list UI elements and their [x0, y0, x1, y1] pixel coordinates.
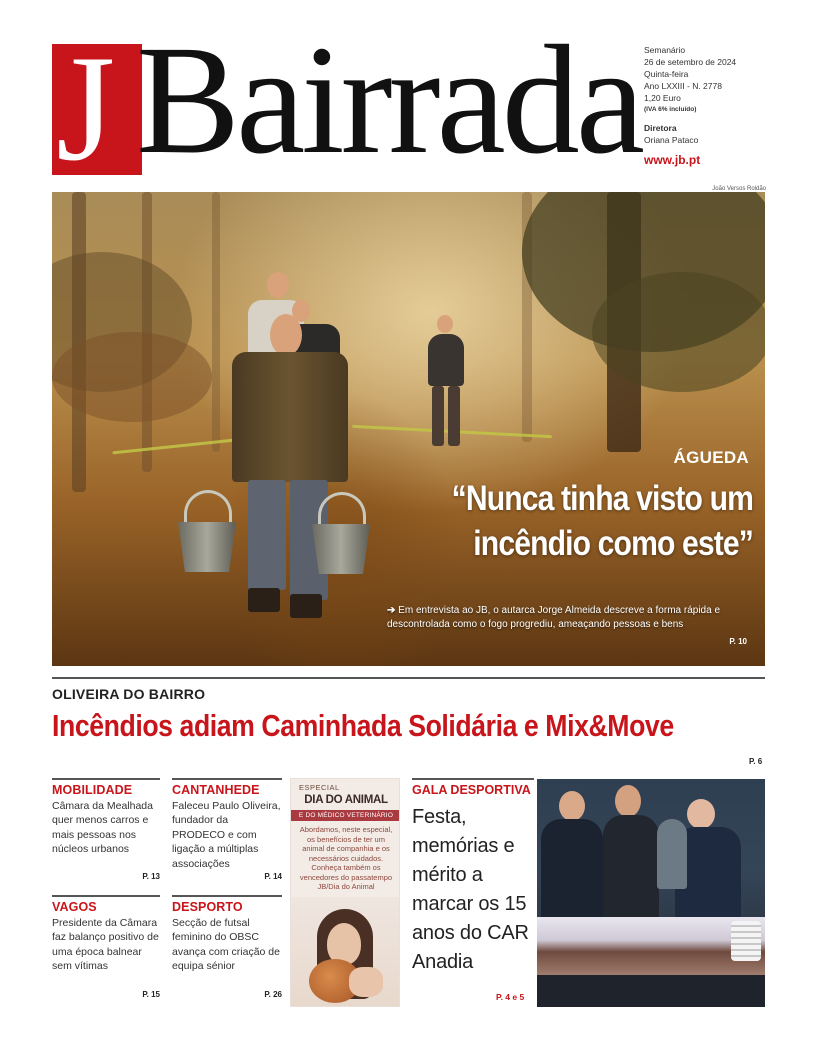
bucket-left-handle: [184, 490, 232, 524]
special-text: Abordamos, neste especial, os benefícios de ter um animal de companhia e os necessários cuidados. Conheça também os vencedores do passatempo JB/Dia do Animal: [299, 825, 393, 891]
issue-weekday: Quinta-feira: [644, 69, 689, 79]
brief-text: Presidente da Câmara faz balanço positivo de uma época balnear sem vítimas: [52, 916, 159, 972]
story2-headline[interactable]: Incêndios adiam Caminhada Solidária e Mix&Move: [52, 708, 674, 743]
special-band: E DO MÉDICO VETERINÁRIO: [291, 810, 400, 821]
special-pre: ESPECIAL: [299, 783, 340, 792]
section-divider: [52, 677, 765, 679]
bucket-left: [178, 522, 236, 572]
story2-page-ref[interactable]: P. 6: [749, 757, 763, 766]
brief-kicker: MOBILIDADE: [52, 782, 133, 797]
brief-mobilidade[interactable]: [52, 778, 160, 882]
hero-page-ref[interactable]: P. 10: [729, 637, 747, 646]
issue-info: [644, 44, 774, 166]
hero-headline[interactable]: “Nunca tinha visto um incêndio como este”: [451, 479, 753, 563]
issue-price: 1,20 Euro: [644, 93, 681, 103]
hero-lede: [387, 604, 747, 632]
gala-story[interactable]: [412, 778, 534, 1002]
issue-vat: (IVA 6% incluído): [644, 106, 697, 113]
brief-text: Câmara da Mealhada quer menos carros e mais pessoas nos núcleos urbanos: [52, 799, 153, 855]
brief-kicker: VAGOS: [52, 899, 97, 914]
plates-image: [731, 921, 761, 961]
gala-page-ref[interactable]: P. 4 e 5: [496, 992, 525, 1002]
director-name: Oriana Pataco: [644, 135, 699, 145]
gala-photo[interactable]: [537, 779, 765, 1007]
gala-kicker: GALA DESPORTIVA: [412, 782, 531, 797]
story2-kicker: OLIVEIRA DO BAIRRO: [52, 686, 206, 702]
brief-page-ref[interactable]: P. 26: [264, 990, 282, 999]
hero-lede-text: Em entrevista ao JB, o autarca Jorge Almeida descreve a forma rápida e descontrolada como o fogo progrediu, ameaçando pessoas e bens: [387, 605, 721, 630]
brief-cantanhede[interactable]: [172, 778, 282, 882]
brief-page-ref[interactable]: P. 14: [264, 872, 282, 881]
arrow-right-icon: ➔: [387, 605, 396, 616]
logo-letter: J: [56, 44, 116, 175]
brief-page-ref[interactable]: P. 13: [142, 872, 160, 881]
issue-date: 26 de setembro de 2024: [644, 57, 737, 67]
director-label: Diretora: [644, 123, 677, 133]
website-link[interactable]: www.jb.pt: [644, 153, 701, 167]
brief-kicker: DESPORTO: [172, 899, 243, 914]
brief-text: Secção de futsal feminino do OBSC avança com criação de equipa sénior: [172, 916, 280, 972]
brief-desporto[interactable]: [172, 895, 282, 1005]
brief-text: Faleceu Paulo Oliveira, fundador da PRODECO e com ligação a múltiplas associações: [172, 799, 281, 870]
hero-photo[interactable]: [52, 192, 765, 666]
hero-kicker: ÁGUEDA: [673, 448, 749, 467]
special-title: DIA DO ANIMAL: [304, 794, 388, 806]
brief-page-ref[interactable]: P. 15: [142, 990, 160, 999]
bucket-right: [312, 524, 370, 574]
brief-vagos[interactable]: [52, 895, 160, 1005]
photo-credit: João Versos Roldão: [712, 186, 766, 192]
bucket-right-handle: [318, 492, 366, 526]
issue-periodicity: Semanário: [644, 45, 686, 55]
logo: [52, 44, 142, 175]
brief-kicker: CANTANHEDE: [172, 782, 260, 797]
special-dia-do-animal[interactable]: [290, 778, 400, 1007]
gala-headline: Festa, memórias e mérito a marcar os 15 anos do CAR Anadia: [412, 805, 529, 973]
issue-volume: Ano LXXIII - N. 2778: [644, 81, 722, 91]
special-photo: [291, 897, 400, 1007]
masthead-title: Bairrada: [136, 13, 642, 186]
